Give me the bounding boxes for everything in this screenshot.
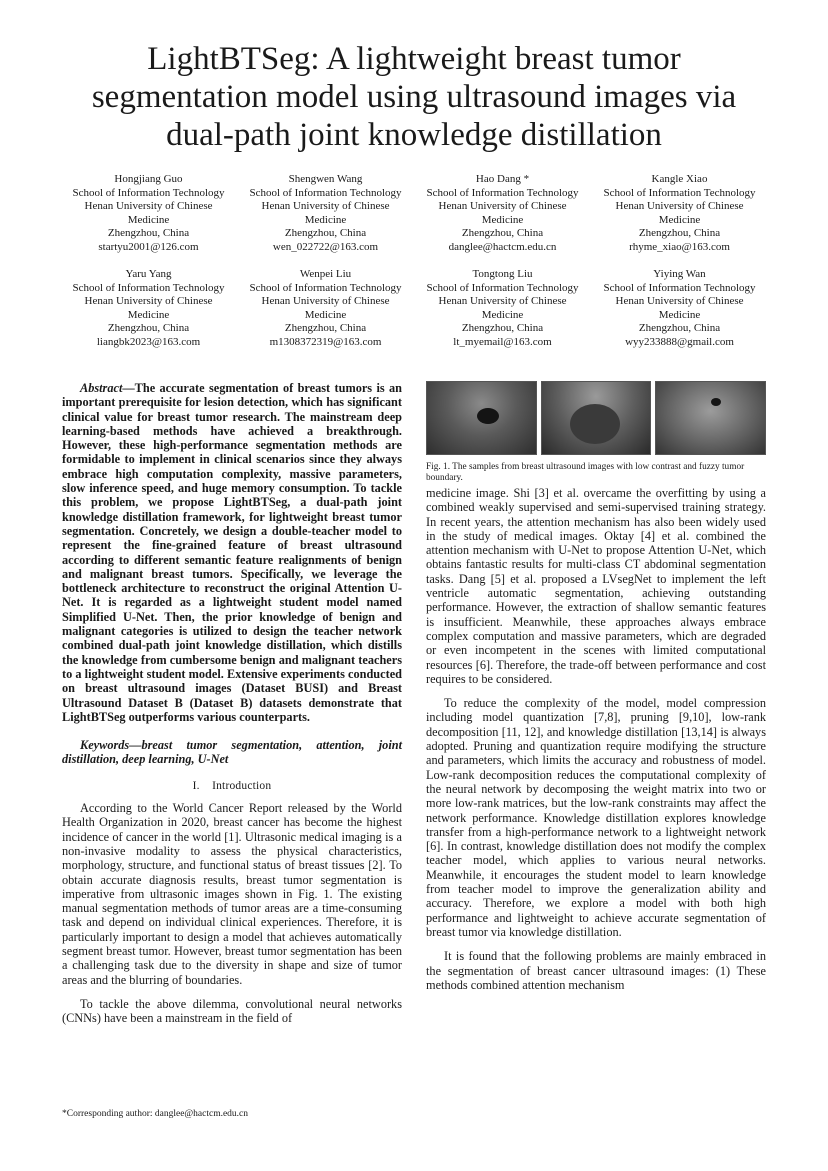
author-name: Yiying Wan bbox=[653, 268, 706, 280]
section-title: Introduction bbox=[212, 779, 272, 792]
author-block bbox=[237, 268, 414, 350]
author-location: Zhengzhou, China bbox=[107, 227, 190, 240]
author-row bbox=[60, 173, 768, 255]
title-line: segmentation model using ultrasound images via bbox=[91, 79, 737, 115]
author-email: startyu2001@126.com bbox=[98, 240, 199, 253]
author-location: Zhengzhou, China bbox=[284, 322, 367, 335]
author-location: Zhengzhou, China bbox=[461, 227, 544, 240]
author-email: danglee@hactcm.edu.cn bbox=[448, 240, 557, 253]
author-name: Shengwen Wang bbox=[288, 173, 363, 185]
author-affiliation: Henan University of Chinese bbox=[261, 200, 390, 213]
author-affiliation: School of Information Technology bbox=[72, 281, 225, 294]
author-block bbox=[414, 173, 591, 255]
author-affiliation: School of Information Technology bbox=[603, 281, 756, 294]
body-paragraph: To reduce the complexity of the model, model compression including model quantization [7,8], pruning [9,10], low-rank decomposition [11, 12], and knowledge distillation [13,14] is always adopted. Pruning and quantization require modifying the structure and parameters, which limits the accuracy and robustness of model. Low-rank decomposition reduces the computational complexity of the neural network by decomposing the weight matrix into two or more low-rank matrices, but the low-rank constraints may affect the network performance. Knowledge distillation explores knowledge transfer from a high-performance network to a lightweight network [6]. In contrast, knowledge distillation does not modify the complex teacher model, which applies to various neural networks. Meanwhile, it encourages the student model to learn knowledge from teacher model to improve the generalization ability and accuracy. Therefore, we explore a model with both high performance and lightweight to achieve accurate segmentation of breast tumor via knowledge distillation. bbox=[426, 696, 766, 939]
author-block bbox=[60, 268, 237, 350]
author-affiliation: Medicine bbox=[658, 213, 701, 226]
author-location: Zhengzhou, China bbox=[461, 322, 544, 335]
section-heading bbox=[62, 779, 402, 793]
tumor-region bbox=[570, 404, 620, 444]
author-row bbox=[60, 268, 768, 350]
author-affiliation: Henan University of Chinese bbox=[261, 295, 390, 308]
author-location: Zhengzhou, China bbox=[638, 322, 721, 335]
author-block bbox=[591, 173, 768, 255]
author-affiliation: Henan University of Chinese bbox=[84, 295, 213, 308]
author-name: Wenpei Liu bbox=[299, 268, 352, 280]
title-line: LightBTSeg: A lightweight breast tumor bbox=[147, 41, 681, 77]
author-affiliation: Henan University of Chinese bbox=[84, 200, 213, 213]
ultrasound-image bbox=[426, 381, 537, 455]
author-name: Yaru Yang bbox=[125, 268, 172, 280]
ultrasound-image bbox=[541, 381, 652, 455]
author-affiliation: School of Information Technology bbox=[72, 186, 225, 199]
title-line: dual-path joint knowledge distillation bbox=[166, 117, 662, 153]
author-affiliation: School of Information Technology bbox=[249, 281, 402, 294]
author-affiliation: Medicine bbox=[304, 213, 347, 226]
body-paragraph: medicine image. Shi [3] et al. overcame the overfitting by using a combined weakly supervised and semi-supervised training strategy. In recent years, the attention mechanism has also been widely used in the study of medical images. Oktay [4] et al. combined the attention mechanism with U-Net to propose Attention U-Net, which obtains fantastic results for multi-class CT abdominal segmentation tasks. Dang [5] et al. proposed a LVsegNet to implement the left ventricle automatic segmentation, achieving outstanding performance. However, the extraction of shallow semantic features is insufficient. Meanwhile, these approaches always embrace complex computation and massive parameters, which are degraded or even incompetent in the scenes with limited computational resources [6]. Therefore, the trade-off between performance and cost requires to be considered. bbox=[426, 486, 766, 686]
author-name: Hao Dang * bbox=[475, 173, 530, 185]
abstract-label: Abstract bbox=[80, 381, 123, 395]
author-email: wen_022722@163.com bbox=[272, 240, 379, 253]
abstract bbox=[62, 381, 402, 724]
tumor-region bbox=[711, 398, 721, 406]
figure-1 bbox=[426, 381, 766, 455]
author-affiliation: Medicine bbox=[304, 308, 347, 321]
right-column bbox=[426, 486, 766, 992]
author-name: Hongjiang Guo bbox=[114, 173, 183, 185]
paper-title bbox=[40, 40, 788, 154]
keywords-text: breast tumor segmentation, attention, joint distillation, deep learning, U-Net bbox=[62, 738, 402, 767]
author-affiliation: School of Information Technology bbox=[426, 186, 579, 199]
author-location: Zhengzhou, China bbox=[638, 227, 721, 240]
body-paragraph: To tackle the above dilemma, convolutional neural networks (CNNs) have been a mainstream in the field of bbox=[62, 996, 402, 1026]
author-block bbox=[237, 173, 414, 255]
author-affiliation: Medicine bbox=[481, 308, 524, 321]
author-affiliation: Henan University of Chinese bbox=[615, 200, 744, 213]
author-affiliation: School of Information Technology bbox=[426, 281, 579, 294]
author-affiliation: Medicine bbox=[127, 213, 170, 226]
section-number: I. bbox=[192, 779, 200, 792]
author-affiliation: School of Information Technology bbox=[249, 186, 402, 199]
author-affiliation: Medicine bbox=[658, 308, 701, 321]
author-block bbox=[591, 268, 768, 350]
author-email: wyy233888@gmail.com bbox=[625, 335, 734, 348]
body-paragraph: It is found that the following problems are mainly embraced in the segmentation of breast cancer ultrasound images: (1) These methods combined attention mechanism bbox=[426, 949, 766, 992]
abstract-dash: — bbox=[122, 381, 135, 395]
footnote: *Corresponding author: danglee@hactcm.edu.cn bbox=[62, 1109, 249, 1119]
abstract-text: The accurate segmentation of breast tumors is an important prerequisite for lesion detection, which has significant clinical value for breast tumor research. The mainstream deep learning-based methods have achieved a breakthrough. However, these high-performance segmentation methods are formidable to implement in clinical scenarios since they always embrace high computation complexity, massive parameters, slow inference speed, and huge memory consumption. To tackle this problem, we propose LightBTSeg, a dual-path joint knowledge distillation framework, for lightweight breast tumor segmentation. Concretely, we design a double-teacher model to represent the fine-grained feature of breast ultrasound according to different semantic feature realignments of benign and malignant breast tumors. Specifically, we leverage the bottleneck architecture to reconstruct the original Attention U-Net. It is regarded as a lightweight student model named Simplified U-Net. Then, the prior knowledge of benign and malignant categories is utilized to design the teacher network combined dual-path joint knowledge distillation, which distills the knowledge from cumbersome benign and malignant teachers to a lightweight student model. Extensive experiments conducted on breast ultrasound images (Dataset BUSI) and Breast Ultrasound Dataset B (Dataset B) datasets demonstrate that LightBTSeg outperforms various counterparts. bbox=[62, 381, 402, 724]
figure-caption: Fig. 1. The samples from breast ultrasound images with low contrast and fuzzy tumor boundary. bbox=[426, 462, 745, 483]
ultrasound-image bbox=[655, 381, 766, 455]
author-name: Tongtong Liu bbox=[472, 268, 533, 280]
author-email: m1308372319@163.com bbox=[269, 335, 382, 348]
author-name: Kangle Xiao bbox=[651, 173, 708, 185]
author-block bbox=[60, 173, 237, 255]
author-affiliation: Henan University of Chinese bbox=[438, 295, 567, 308]
author-email: liangbk2023@163.com bbox=[96, 335, 201, 348]
author-email: lt_myemail@163.com bbox=[453, 335, 552, 348]
author-location: Zhengzhou, China bbox=[284, 227, 367, 240]
author-block bbox=[414, 268, 591, 350]
keywords-label: Keywords bbox=[80, 738, 130, 753]
keywords bbox=[62, 738, 402, 767]
author-affiliation: Medicine bbox=[127, 308, 170, 321]
author-affiliation: Medicine bbox=[481, 213, 524, 226]
body-paragraph: According to the World Cancer Report released by the World Health Organization in 2020, breast cancer has become the highest incidence of cancer in the world [1]. Ultrasonic medical imaging is a non-invasive modality to assess the physical characteristics, morphology, structure, and functional status of breast tissues [2]. To obtain accurate diagnosis results, breast tumor segmentation is imperative from ultrasonic images shown in Fig. 1. The existing manual segmentation methods of tumor areas are a time-consuming task and depend on individual clinical experiences. Therefore, it is particularly important to design a model that achieves automatically segment breast tumor. However, breast tumor segmentation has been a challenging task due to the diversity in shape and size of tumor areas and the blurring of boundaries. bbox=[62, 801, 402, 987]
author-location: Zhengzhou, China bbox=[107, 322, 190, 335]
tumor-region bbox=[477, 408, 499, 424]
author-affiliation: Henan University of Chinese bbox=[438, 200, 567, 213]
author-affiliation: Henan University of Chinese bbox=[615, 295, 744, 308]
left-column bbox=[62, 381, 402, 1025]
keywords-dash: — bbox=[129, 738, 142, 753]
author-affiliation: School of Information Technology bbox=[603, 186, 756, 199]
author-email: rhyme_xiao@163.com bbox=[629, 240, 730, 253]
